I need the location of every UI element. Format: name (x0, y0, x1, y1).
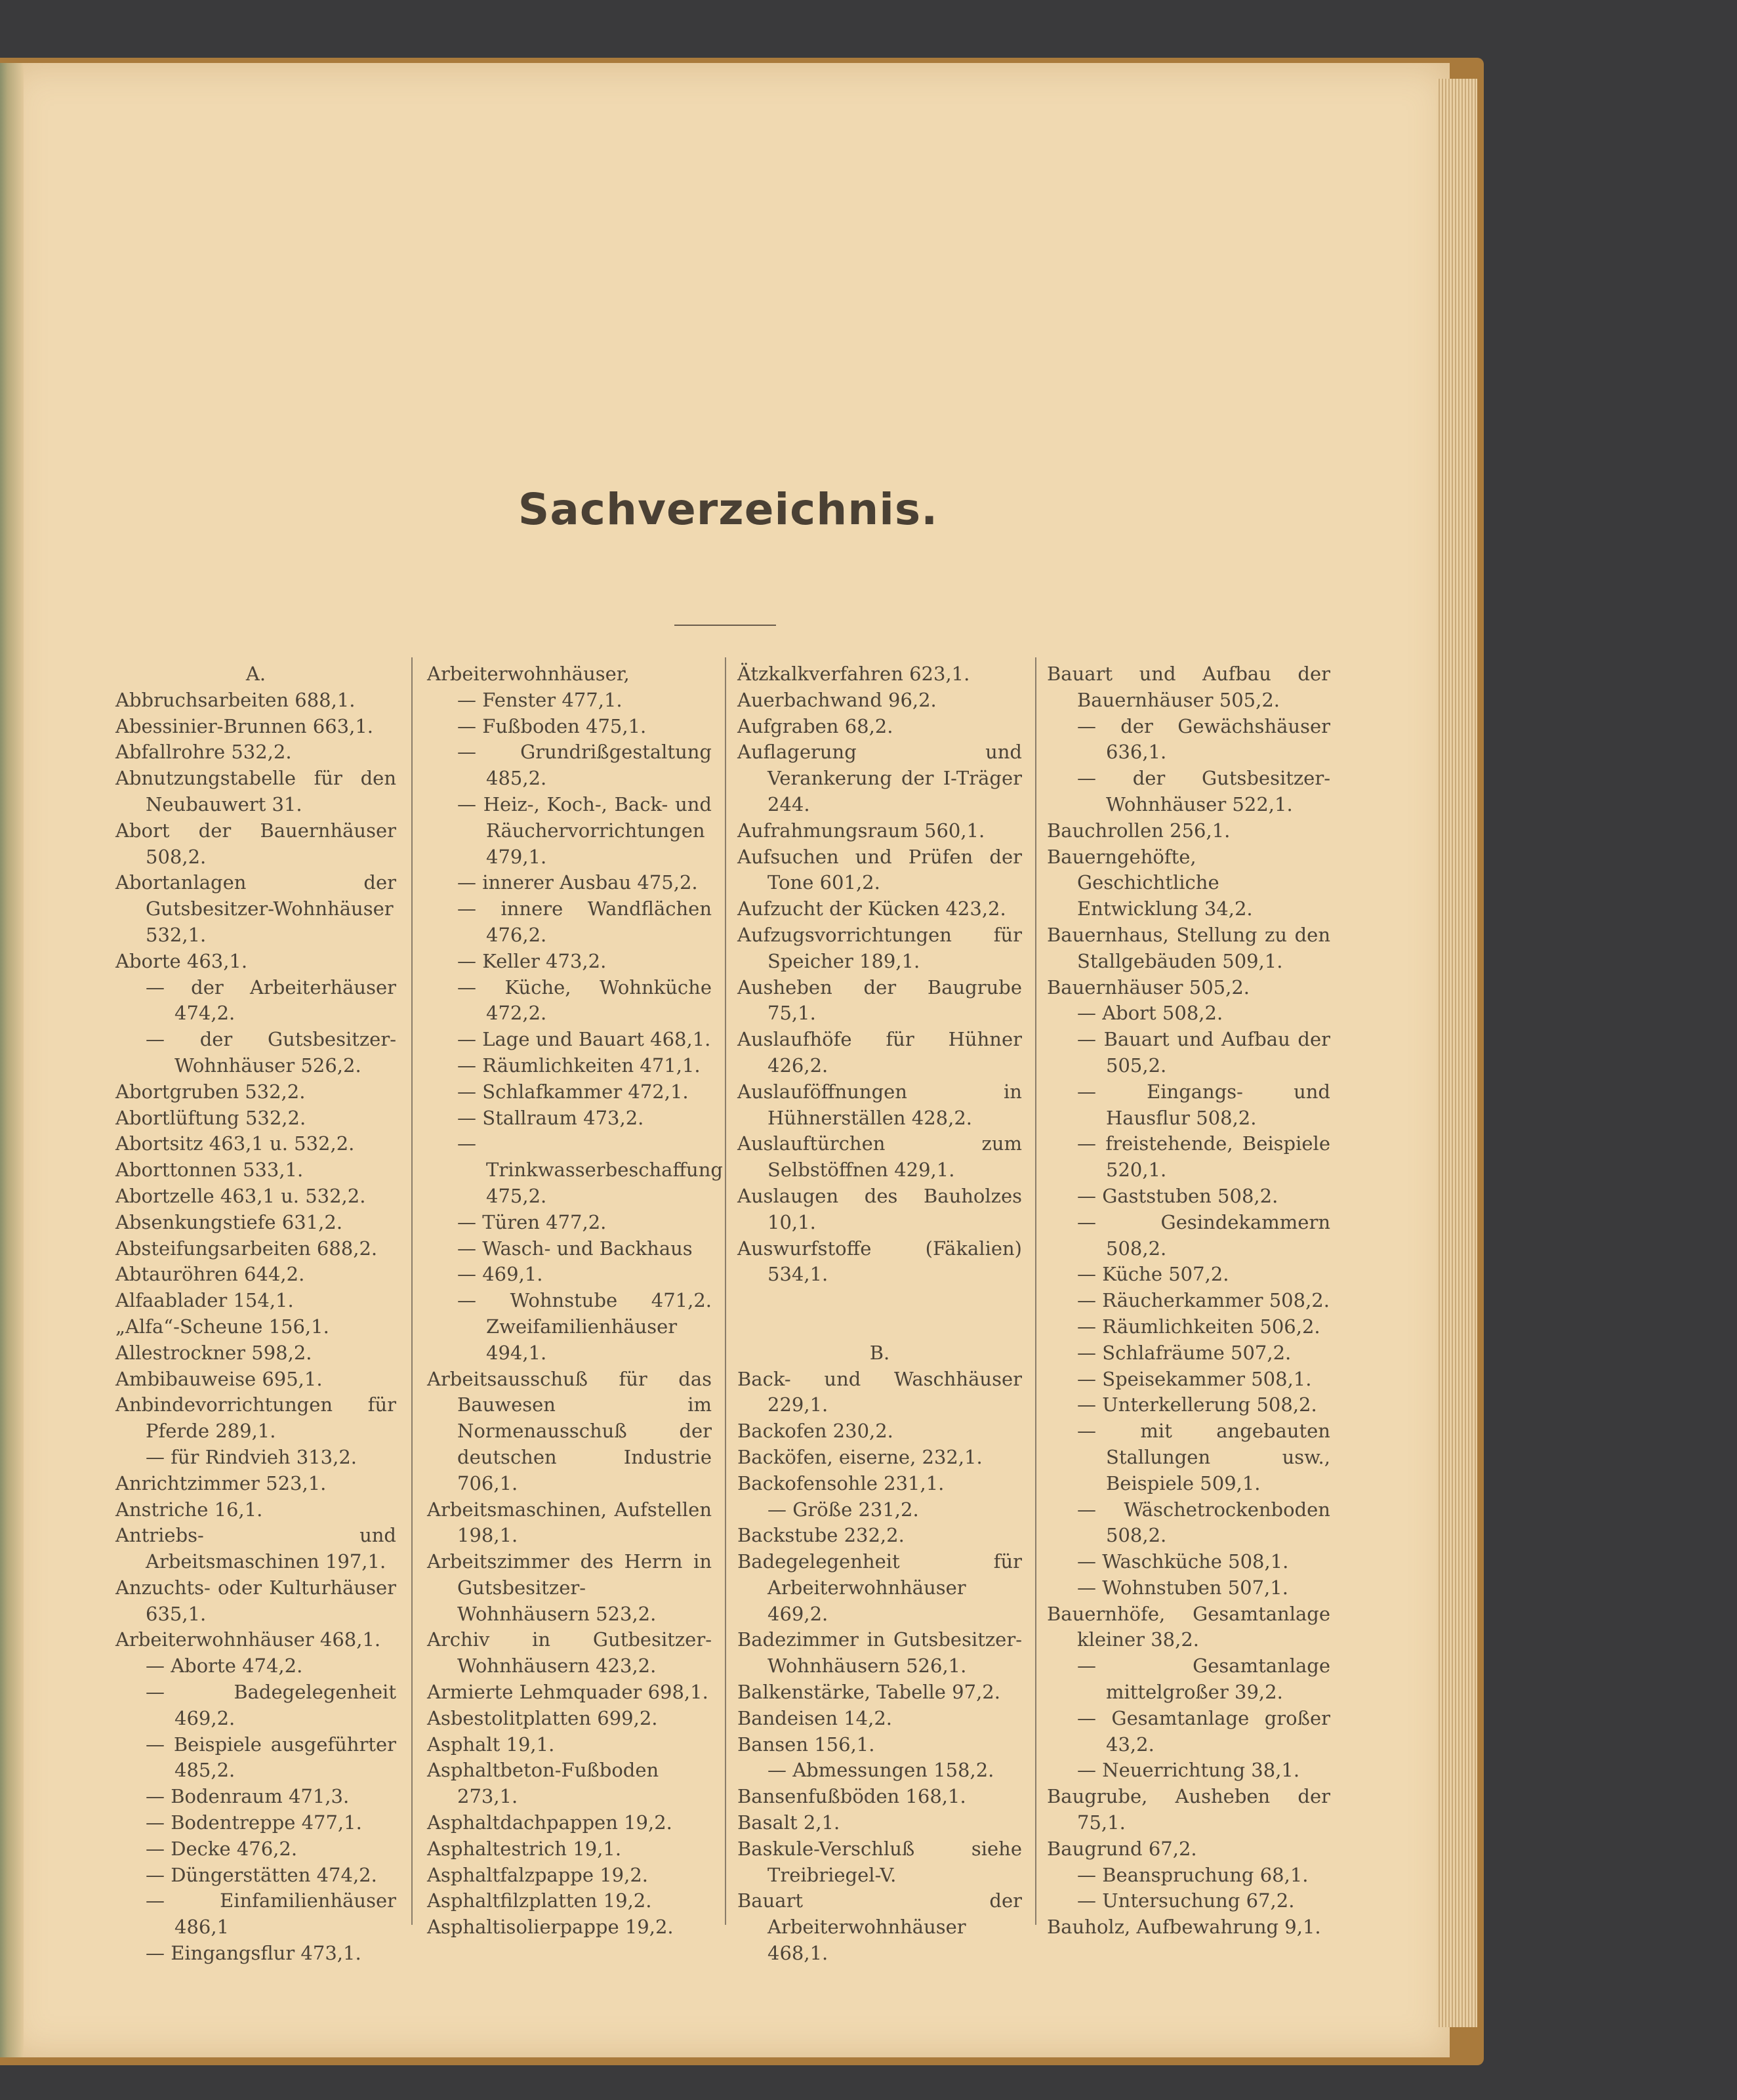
spacer (737, 1288, 1022, 1314)
index-entry: Asphaltestrich 19,1. (427, 1837, 622, 1860)
index-entry: Bauart der Arbeiterwohnhäuser 468,1. (737, 1889, 1022, 1965)
index-subentry: — innere Wandflächen 476,2. (457, 897, 712, 946)
index-subentry: — der Gutsbesitzer-Wohnhäuser 522,1. (1077, 767, 1330, 815)
index-entry: Baskule-Verschluß siehe Treibriegel-V. (737, 1837, 1022, 1886)
index-subentry: — Speisekammer 508,1. (1077, 1367, 1312, 1390)
index-subentry: — Bauart und Aufbau der 505,2. (1077, 1028, 1330, 1077)
index-entry: Asphaltfilzplatten 19,2. (427, 1889, 652, 1912)
index-subentry: — Eingangsflur 473,1. (146, 1942, 361, 1965)
index-entry: Arbeitszimmer des Herrn in Gutsbesitzer-Wohnhäusern 523,2. (427, 1550, 712, 1625)
index-entry: Auslaugen des Bauholzes 10,1. (737, 1184, 1022, 1233)
title-rule (674, 625, 776, 626)
index-entry: Asphaltfalzpappe 19,2. (427, 1863, 649, 1886)
index-entry: Alfaablader 154,1. (115, 1289, 294, 1312)
index-subentry: — Räucherkammer 508,2. (1077, 1289, 1330, 1312)
index-entry: Bauernhöfe, Gesamtanlage kleiner 38,2. (1047, 1602, 1330, 1651)
index-entry: Auslaufhöfe für Hühner 426,2. (737, 1028, 1022, 1077)
index-entry: Aufzugsvorrichtungen für Speicher 189,1. (737, 923, 1022, 972)
index-entry: Abortsitz 463,1 u. 532,2. (115, 1132, 355, 1155)
index-subentry: — Größe 231,2. (767, 1498, 919, 1521)
section-letter: B. (869, 1341, 890, 1364)
index-subentry: — Beispiele ausgeführter 485,2. (146, 1733, 396, 1782)
index-subentry: — Wohnstube 471,2. Zweifamilienhäuser 494,1. (457, 1289, 712, 1364)
index-entry: Abfallrohre 532,2. (115, 741, 292, 764)
index-entry: Badezimmer in Gutsbesitzer-Wohnhäusern 526,1. (737, 1628, 1022, 1678)
index-entry: Aufgraben 68,2. (737, 714, 893, 737)
index-subentry: — Gaststuben 508,2. (1077, 1184, 1278, 1207)
index-subentry: — Abmessungen 158,2. (767, 1759, 994, 1782)
index-subentry: — Neuerrichtung 38,1. (1077, 1759, 1300, 1782)
index-entry: Anstriche 16,1. (115, 1498, 263, 1521)
index-entry: Bauart und Aufbau der Bauernhäuser 505,2. (1047, 663, 1330, 711)
index-subentry: — Lage und Bauart 468,1. (457, 1028, 711, 1051)
index-entry: Asphaltdachpappen 19,2. (427, 1811, 672, 1834)
section-letter: A. (245, 663, 266, 685)
spacer (737, 1314, 1022, 1340)
index-subentry: — innerer Ausbau 475,2. (457, 871, 698, 894)
index-entry: Basalt 2,1. (737, 1811, 840, 1834)
index-entry: Backstube 232,2. (737, 1524, 905, 1547)
page-title: Sachverzeichnis. (518, 484, 939, 535)
index-entry: Arbeitsausschuß für das Bauwesen im Normenausschuß der deutschen Industrie 706,1. (427, 1367, 712, 1494)
index-subentry: — Schlafräume 507,2. (1077, 1341, 1292, 1364)
index-entry: Bansenfußböden 168,1. (737, 1785, 966, 1808)
index-subentry: — Gesamtanlage mittelgroßer 39,2. (1077, 1655, 1330, 1704)
index-subentry: — Decke 476,2. (146, 1837, 298, 1860)
index-subentry: — Badegelegenheit 469,2. (146, 1681, 396, 1729)
index-entry: Aufrahmungsraum 560,1. (737, 819, 985, 842)
index-subentry: — Abort 508,2. (1077, 1002, 1223, 1025)
index-subentry: — Schlafkammer 472,1. (457, 1080, 689, 1103)
index-entry: Bansen 156,1. (737, 1733, 875, 1756)
index-entry: „Alfa“-Scheune 156,1. (115, 1315, 329, 1338)
index-subentry: — Fenster 477,1. (457, 688, 623, 711)
index-entry: Abnutzungstabelle für den Neubauwert 31. (115, 767, 396, 815)
index-entry: Auslauftürchen zum Selbstöffnen 429,1. (737, 1132, 1022, 1182)
index-column-2 (427, 661, 723, 1941)
index-subentry: — Aborte 474,2. (146, 1655, 303, 1678)
index-entry: Abortzelle 463,1 u. 532,2. (115, 1184, 366, 1207)
index-entry: Baugrund 67,2. (1047, 1837, 1197, 1860)
index-subentry: — Unterkellerung 508,2. (1077, 1393, 1317, 1416)
index-entry: Bauerngehöfte, Geschichtliche Entwicklung 34,2. (1047, 845, 1253, 920)
index-entry: Baugrube, Ausheben der 75,1. (1047, 1785, 1330, 1834)
index-entry: Abort der Bauernhäuser 508,2. (115, 819, 396, 868)
index-entry: Auswurfstoffe (Fäkalien) 534,1. (737, 1237, 1022, 1286)
index-entry: Abortlüftung 532,2. (115, 1106, 306, 1129)
index-subentry: — Bodenraum 471,3. (146, 1785, 350, 1808)
index-entry: Bauchrollen 256,1. (1047, 819, 1231, 842)
index-column-1 (115, 661, 396, 1967)
index-subentry: — der Arbeiterhäuser 474,2. (146, 976, 396, 1025)
index-subentry: — Eingangs- und Hausflur 508,2. (1077, 1080, 1330, 1129)
index-entry: Abortanlagen der Gutsbesitzer-Wohnhäuser 532,1. (115, 871, 396, 946)
index-entry: Ätzkalkverfahren 623,1. (737, 663, 970, 685)
index-entry: Anzuchts- oder Kulturhäuser 635,1. (115, 1576, 396, 1625)
index-entry: Backöfen, eiserne, 232,1. (737, 1445, 983, 1468)
index-subentry: — Wohnstuben 507,1. (1077, 1576, 1288, 1599)
index-subentry: — Einfamilienhäuser 486,1 (146, 1889, 396, 1939)
index-subentry: — 469,1. (457, 1263, 543, 1286)
index-entry: Allestrockner 598,2. (115, 1341, 312, 1364)
index-entry: Auflagerung und Verankerung der I-Träger 244. (737, 741, 1022, 815)
index-subentry: — mit angebauten Stallungen usw., Beispiele 509,1. (1077, 1420, 1330, 1494)
index-subentry: — Waschküche 508,1. (1077, 1550, 1289, 1573)
index-entry: Anbindevorrichtungen für Pferde 289,1. (115, 1393, 396, 1443)
index-entry: Abessinier-Brunnen 663,1. (115, 714, 373, 737)
index-subentry: — Wasch- und Backhaus (457, 1237, 693, 1260)
index-entry: Absenkungstiefe 631,2. (115, 1210, 343, 1233)
column-divider (411, 657, 413, 1925)
index-subentry: — Untersuchung 67,2. (1077, 1889, 1295, 1912)
index-subentry: — Küche, Wohnküche 472,2. (457, 976, 712, 1025)
index-subentry: — Trinkwasserbeschaffung 475,2. (457, 1132, 723, 1207)
index-entry: Aufzucht der Kücken 423,2. (737, 897, 1006, 920)
index-subentry: — Räumlichkeiten 506,2. (1077, 1315, 1320, 1338)
book-page (7, 63, 1450, 2057)
index-subentry: — Türen 477,2. (457, 1210, 607, 1233)
index-entry: Arbeiterwohnhäuser, (427, 663, 630, 685)
index-entry: Asbestolitplatten 699,2. (427, 1706, 658, 1729)
page-stack-edge (1437, 79, 1477, 2027)
index-entry: Arbeiterwohnhäuser 468,1. (115, 1628, 381, 1651)
index-entry: Asphalt 19,1. (427, 1733, 555, 1756)
index-entry: Abtauröhren 644,2. (115, 1263, 305, 1286)
index-entry: Ausheben der Baugrube 75,1. (737, 976, 1022, 1025)
index-entry: Antriebs- und Arbeitsmaschinen 197,1. (115, 1524, 396, 1573)
index-entry: Abortgruben 532,2. (115, 1080, 306, 1103)
index-entry: Anrichtzimmer 523,1. (115, 1472, 327, 1494)
index-subentry: — Gesamtanlage großer 43,2. (1077, 1706, 1330, 1756)
index-subentry: — Fußboden 475,1. (457, 714, 647, 737)
index-subentry: — für Rindvieh 313,2. (146, 1445, 358, 1468)
index-subentry: — Bodentreppe 477,1. (146, 1811, 362, 1834)
index-entry: Bandeisen 14,2. (737, 1706, 893, 1729)
index-entry: Bauernhäuser 505,2. (1047, 976, 1250, 999)
index-subentry: — Grundrißgestaltung 485,2. (457, 741, 712, 790)
index-entry: Aufsuchen und Prüfen der Tone 601,2. (737, 845, 1022, 894)
index-entry: Auerbachwand 96,2. (737, 688, 937, 711)
index-entry: Back- und Waschhäuser 229,1. (737, 1367, 1022, 1416)
index-entry: Archiv in Gutbesitzer-Wohnhäusern 423,2. (427, 1628, 712, 1678)
index-subentry: — der Gewächshäuser 636,1. (1077, 714, 1330, 764)
index-subentry: — Stallraum 473,2. (457, 1106, 644, 1129)
index-entry: Auslauföffnungen in Hühnerställen 428,2. (737, 1080, 1022, 1129)
index-entry: Asphaltisolierpappe 19,2. (427, 1916, 674, 1939)
index-entry: Ambibauweise 695,1. (115, 1367, 323, 1390)
index-entry: Backofen 230,2. (737, 1420, 893, 1443)
index-subentry: — Düngerstätten 474,2. (146, 1863, 377, 1886)
index-subentry: — Keller 473,2. (457, 949, 607, 972)
index-subentry: — Heiz-, Koch-, Back- und Räuchervorrichtungen 479,1. (457, 793, 712, 868)
index-subentry: — freistehende, Beispiele 520,1. (1077, 1132, 1330, 1182)
index-entry: Balkenstärke, Tabelle 97,2. (737, 1681, 1000, 1704)
index-subentry: — der Gutsbesitzer-Wohnhäuser 526,2. (146, 1028, 396, 1077)
index-entry: Asphaltbeton-Fußboden 273,1. (427, 1759, 659, 1808)
index-subentry: — Küche 507,2. (1077, 1263, 1229, 1286)
index-entry: Arbeitsmaschinen, Aufstellen 198,1. (427, 1498, 712, 1547)
index-entry: Badegelegenheit für Arbeiterwohnhäuser 469,2. (737, 1550, 1022, 1625)
index-subentry: — Räumlichkeiten 471,1. (457, 1054, 701, 1077)
index-subentry: — Wäschetrockenboden 508,2. (1077, 1498, 1330, 1547)
index-subentry: — Beanspruchung 68,1. (1077, 1863, 1309, 1886)
index-subentry: — Gesindekammern 508,2. (1077, 1210, 1330, 1260)
index-entry: Abbruchsarbeiten 688,1. (115, 688, 356, 711)
column-divider (725, 657, 726, 1925)
index-entry: Armierte Lehmquader 698,1. (427, 1681, 708, 1704)
index-column-4 (1047, 661, 1330, 1941)
index-entry: Backofensohle 231,1. (737, 1472, 945, 1494)
index-column-3 (737, 661, 1022, 1967)
index-entry: Aborte 463,1. (115, 949, 248, 972)
index-entry: Bauernhaus, Stellung zu den Stallgebäuden 509,1. (1047, 923, 1330, 972)
index-entry: Aborttonnen 533,1. (115, 1159, 304, 1182)
column-divider (1035, 657, 1036, 1925)
index-entry: Bauholz, Aufbewahrung 9,1. (1047, 1916, 1321, 1939)
index-entry: Absteifungsarbeiten 688,2. (115, 1237, 378, 1260)
book-gutter (0, 63, 24, 2057)
